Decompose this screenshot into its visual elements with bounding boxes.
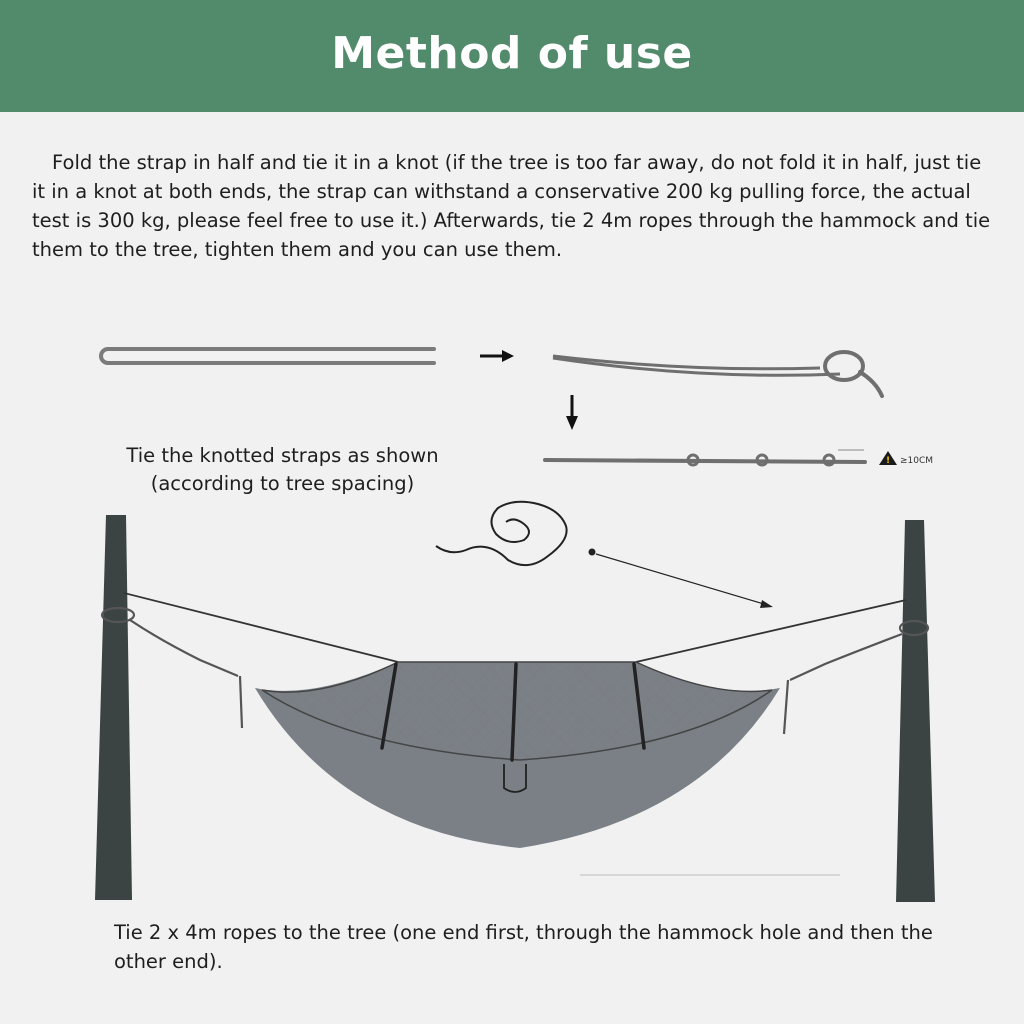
folded-strap (101, 349, 434, 363)
multi-knot-strap (545, 450, 865, 465)
svg-text:!: ! (885, 456, 891, 466)
left-tree (95, 515, 132, 900)
strap-caption (100, 442, 465, 498)
coiled-rope (436, 502, 567, 565)
intro-paragraph: Fold the strap in half and tie it in a knot (if the tree is too far away, do not fold it in half, just tie it in a knot at both ends, the strap can withstand a conservative 200 kg pulling force, the actual test is 300 kg, please feel free to use it.) Afterwards, tie 2 4m ropes through the hammock and tie them to the tree, tighten them and you can use them. (32, 151, 991, 261)
page-title: Method of use (331, 28, 693, 79)
knotted-strap (553, 352, 882, 396)
arrow-down-icon (566, 395, 578, 430)
rope-caption: Tie 2 x 4m ropes to the tree (one end first, through the hammock hole and then the other end). (114, 921, 933, 973)
spacing-note: ≥10CM (900, 456, 934, 466)
warning-triangle-icon (879, 451, 897, 466)
strap-caption-line1: Tie the knotted straps as shown (126, 444, 439, 467)
strap-caption-line2: (according to tree spacing) (150, 472, 415, 495)
right-tree (896, 520, 935, 902)
ridge-line (124, 593, 906, 662)
arrow-right-icon (480, 350, 514, 362)
rope-pointer-arrow (589, 549, 774, 609)
